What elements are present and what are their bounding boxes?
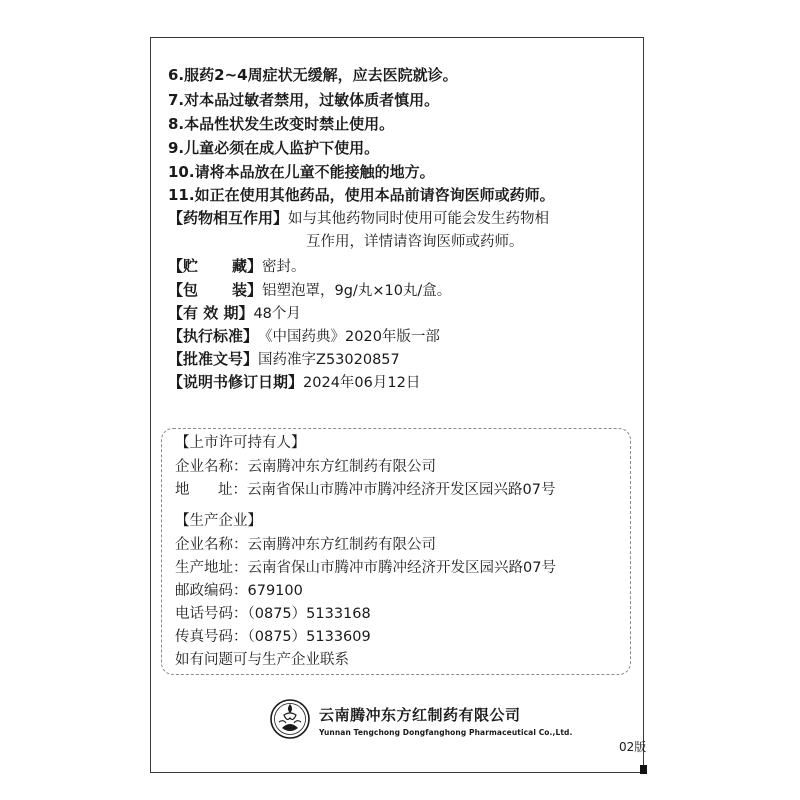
- company-footer: [269, 698, 579, 748]
- revision-label: 【说明书修订日期】: [168, 373, 304, 391]
- approval-value: 国药准字Z53020857: [258, 352, 400, 368]
- contact-note: 如有问题可与生产企业联系: [175, 652, 349, 668]
- caution-item-9: 9.儿童必须在成人监护下使用。: [168, 139, 380, 157]
- standard-value: 《中国药典》2020年版一部: [258, 329, 440, 345]
- holder-address-value: 云南省保山市腾冲市腾冲经济开发区园兴路07号: [247, 482, 556, 498]
- fax-row: [175, 627, 371, 647]
- approval-field: [168, 349, 400, 370]
- validity-value: 48个月: [253, 306, 301, 322]
- holder-company-value: 云南腾冲东方红制药有限公司: [247, 459, 436, 475]
- phone-label: 电话号码：: [175, 606, 248, 622]
- manufacturer-heading: 【生产企业】: [175, 513, 262, 529]
- manufacturer-address-label: 生产地址：: [175, 560, 248, 576]
- caution-item-11: 11.如正在使用其他药品，使用本品前请咨询医师或药师。: [168, 186, 555, 204]
- company-logo-icon: [269, 698, 311, 740]
- approval-label: 【批准文号】: [168, 350, 259, 368]
- leaflet-sheet: [150, 37, 647, 773]
- caution-item-8: 8.本品性状发生改变时禁止使用。: [168, 115, 395, 133]
- package-field: [168, 280, 451, 301]
- holder-address-row: [175, 480, 555, 500]
- fax-value: （0875）5133609: [247, 629, 371, 645]
- drug-interaction-label: 【药物相互作用】: [168, 209, 289, 227]
- print-cut-mark: [640, 765, 647, 774]
- postcode-row: [175, 581, 303, 601]
- storage-label: 【贮 藏】: [168, 257, 262, 275]
- standard-label: 【执行标准】: [168, 327, 259, 345]
- validity-label: 【有 效 期】: [168, 304, 254, 322]
- caution-item-6: 6.服药2~4周症状无缓解，应去医院就诊。: [168, 66, 458, 84]
- postcode-value: 679100: [247, 583, 303, 599]
- phone-value: （0875）5133168: [247, 606, 371, 622]
- package-value: 铝塑泡罩，9g/丸×10丸/盒。: [262, 283, 452, 299]
- drug-interaction-value-1: 如与其他药物同时使用可能会发生药物相: [288, 211, 550, 227]
- validity-field: [168, 303, 301, 324]
- standard-field: [168, 326, 440, 347]
- storage-field: [168, 256, 306, 277]
- footer-company-name: 云南腾冲东方红制药有限公司: [319, 706, 521, 724]
- holder-company-row: [175, 457, 436, 477]
- drug-interaction-field: [168, 208, 549, 229]
- caution-item-10: 10.请将本品放在儿童不能接触的地方。: [168, 163, 435, 181]
- manufacturer-address-row: [175, 558, 556, 578]
- postcode-label: 邮政编码：: [175, 583, 248, 599]
- storage-value: 密封。: [262, 259, 306, 275]
- manufacturer-company-label: 企业名称：: [175, 537, 248, 553]
- holder-company-label: 企业名称：: [175, 459, 248, 475]
- holder-heading: 【上市许可持有人】: [175, 435, 306, 451]
- manufacturer-company-value: 云南腾冲东方红制药有限公司: [247, 537, 436, 553]
- holder-address-label: 地 址：: [175, 482, 247, 498]
- drug-interaction-value-2: 互作用，详情请咨询医师或药师。: [306, 234, 524, 250]
- revision-value: 2024年06月12日: [303, 375, 421, 391]
- manufacturer-company-row: [175, 535, 436, 555]
- package-label: 【包 装】: [168, 281, 262, 299]
- fax-label: 传真号码：: [175, 629, 248, 645]
- revision-field: [168, 372, 420, 393]
- footer-company-english: Yunnan Tengchong Dongfanghong Pharmaceutical Co.,Ltd.: [319, 728, 573, 737]
- manufacturer-address-value: 云南省保山市腾冲市腾冲经济开发区园兴路07号: [247, 560, 556, 576]
- version-label: 02版: [619, 740, 647, 754]
- company-info-box: [161, 428, 631, 675]
- phone-row: [175, 604, 371, 624]
- caution-item-7: 7.对本品过敏者禁用，过敏体质者慎用。: [168, 91, 440, 109]
